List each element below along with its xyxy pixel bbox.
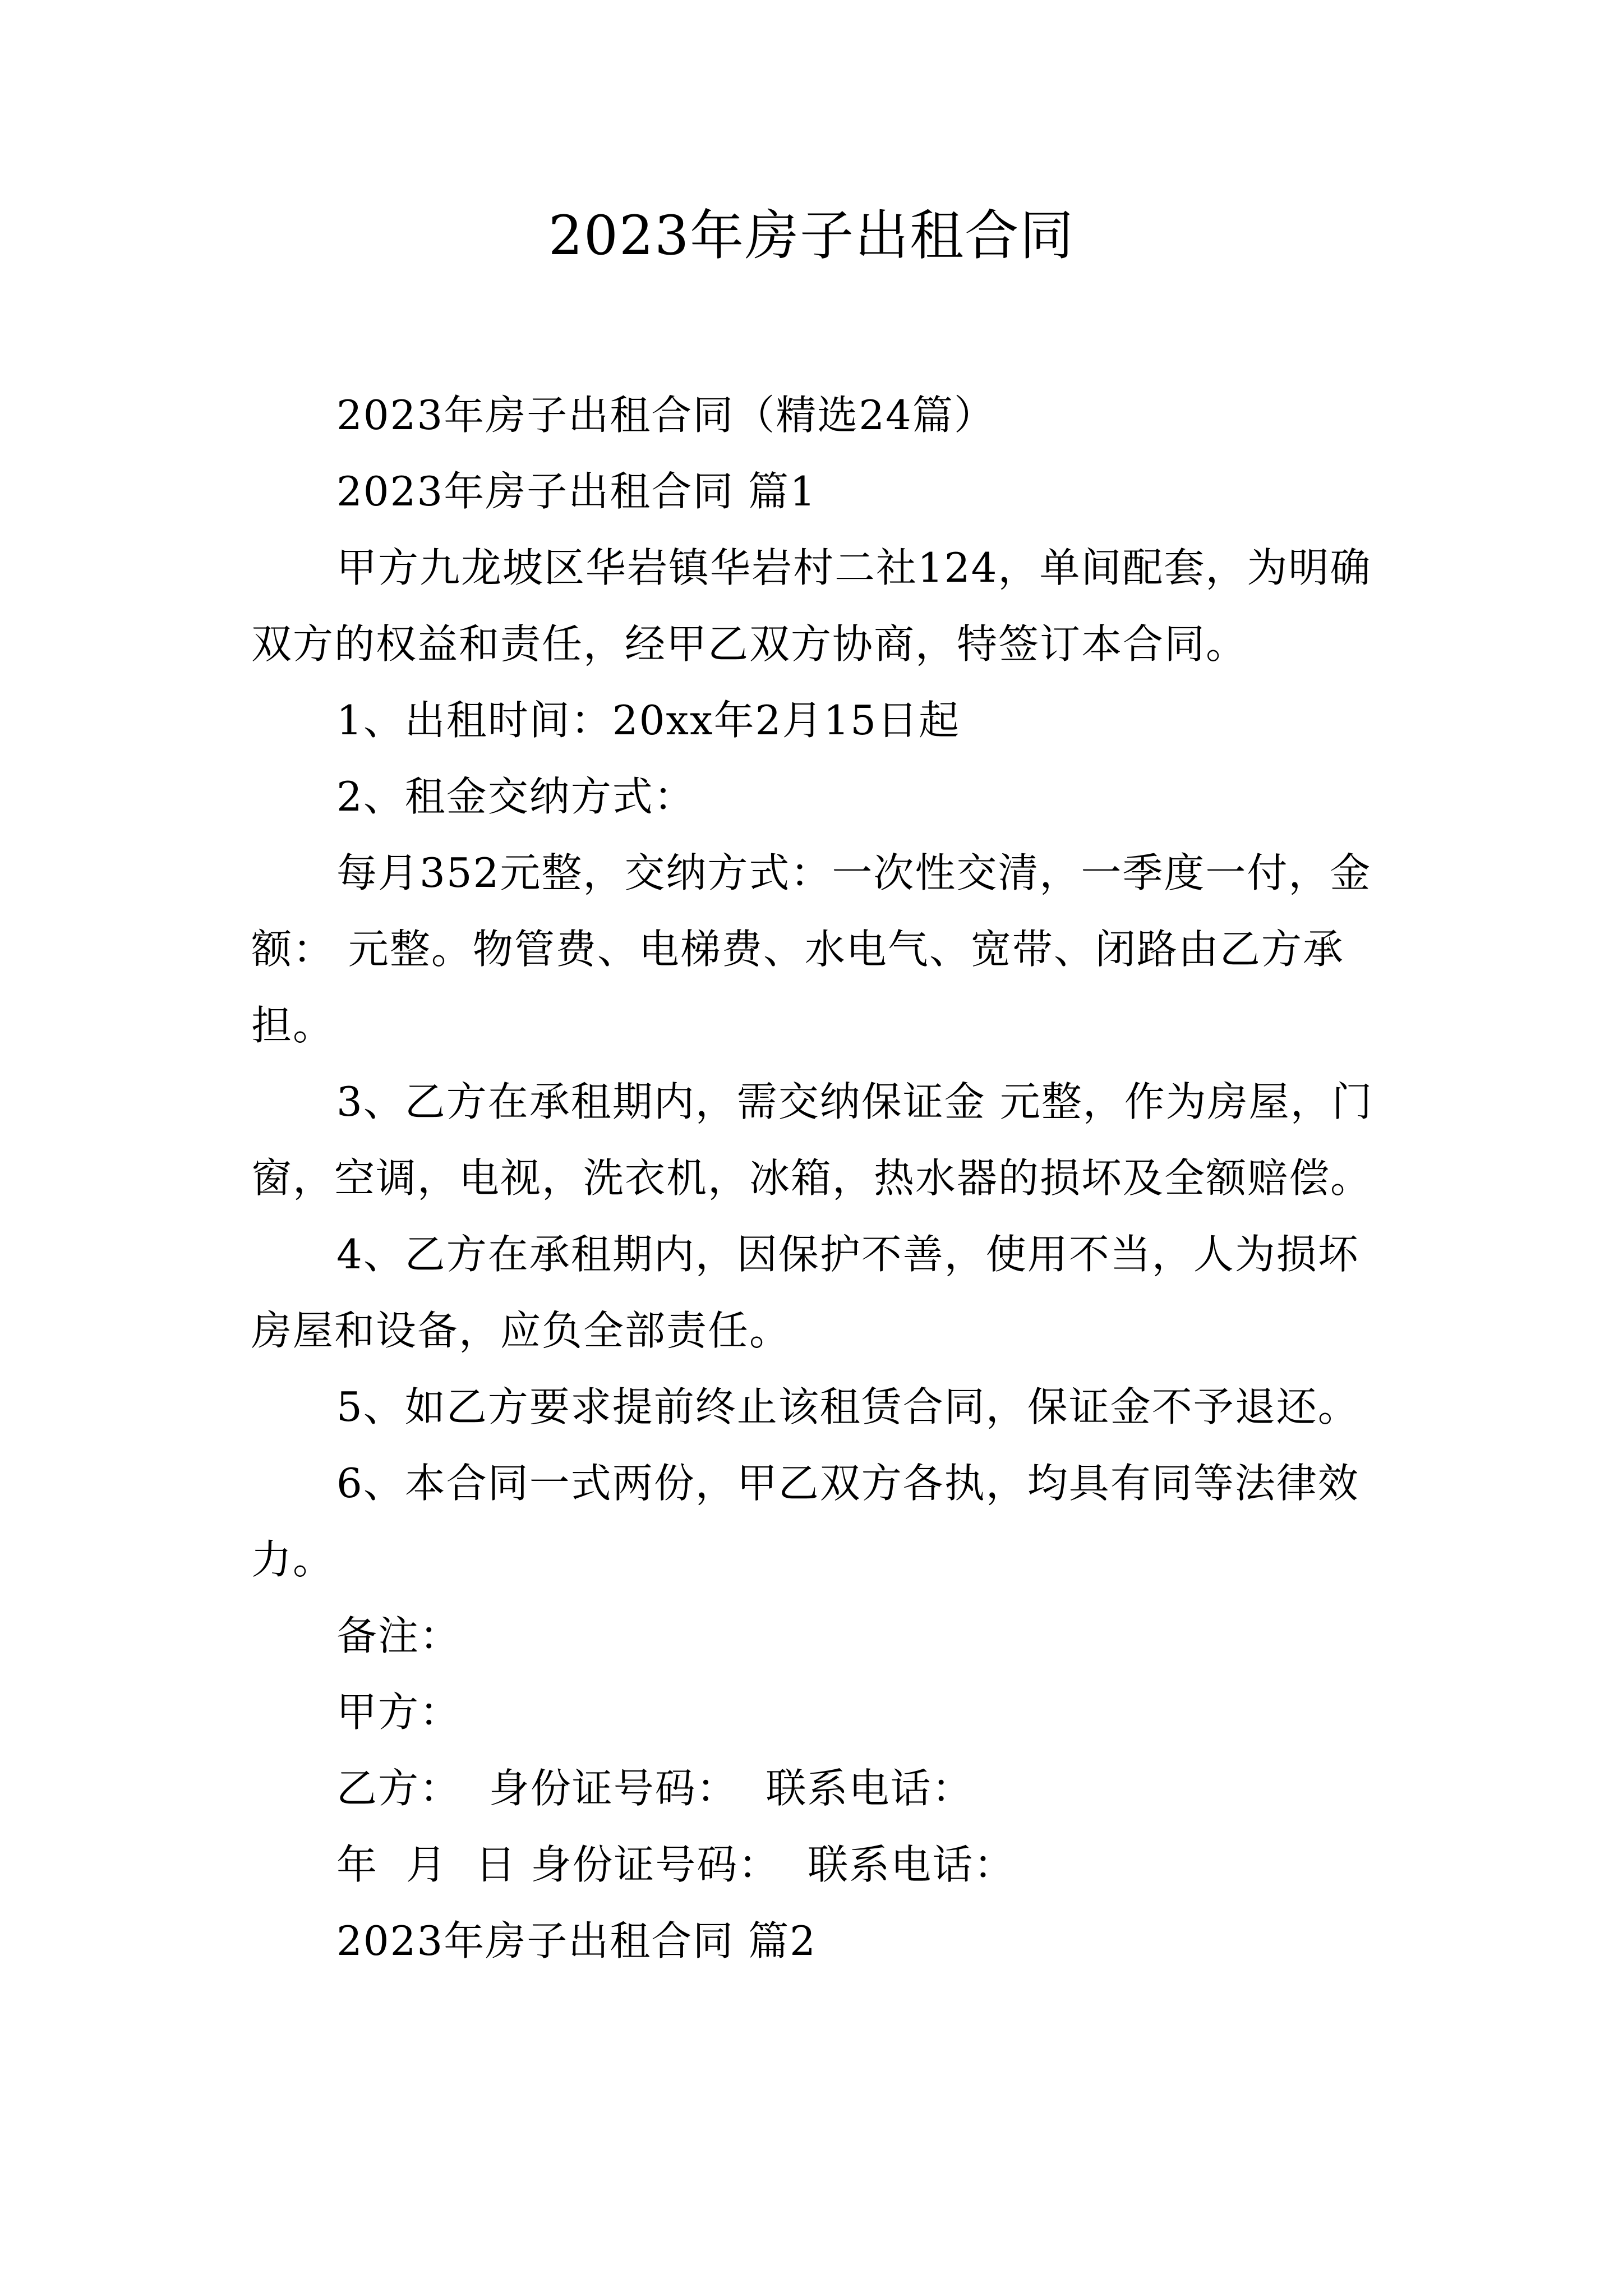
clause-5: 5、如乙方要求提前终止该租赁合同，保证金不予退还。	[336, 1383, 1359, 1430]
subtitle-paragraph: 2023年房子出租合同（精选24篇）	[336, 392, 995, 439]
document-body	[251, 377, 1400, 1979]
section-heading: 2023年房子出租合同 篇2	[336, 1917, 817, 1964]
document-title: 2023年房子出租合同	[548, 204, 1075, 267]
party-a-line: 甲方：	[336, 1688, 462, 1736]
body-paragraph: 每月352元整，交纳方式：一次性交清，一季度一付，金额： 元整。物管费、电梯费、水电气、宽带、闭路由乙方承担。	[251, 849, 1372, 1049]
clause-6: 6、本合同一式两份，甲乙双方各执，均具有同等法律效力。	[251, 1460, 1359, 1583]
clause-4: 4、乙方在承租期内，因保护不善，使用不当，人为损坏房屋和设备，应负全部责任。	[251, 1231, 1359, 1354]
clause-2: 2、租金交纳方式：	[336, 773, 695, 820]
party-b-line: 乙方： 身份证号码： 联系电话：	[336, 1765, 974, 1812]
clause-3: 3、乙方在承租期内，需交纳保证金 元整，作为房屋，门窗，空调，电视，洗衣机，冰箱，热水器的损坏及全额赔偿。	[251, 1078, 1373, 1202]
remarks-line: 备注：	[336, 1612, 462, 1659]
date-line: 年 月 日 身份证号码： 联系电话：	[336, 1841, 1016, 1888]
clause-1: 1、出租时间：20xx年2月15日起	[336, 697, 961, 744]
section-heading: 2023年房子出租合同 篇1	[336, 468, 817, 515]
body-paragraph: 甲方九龙坡区华岩镇华岩村二社124，单间配套，为明确双方的权益和责任，经甲乙双方协商，特签订本合同。	[251, 544, 1372, 668]
